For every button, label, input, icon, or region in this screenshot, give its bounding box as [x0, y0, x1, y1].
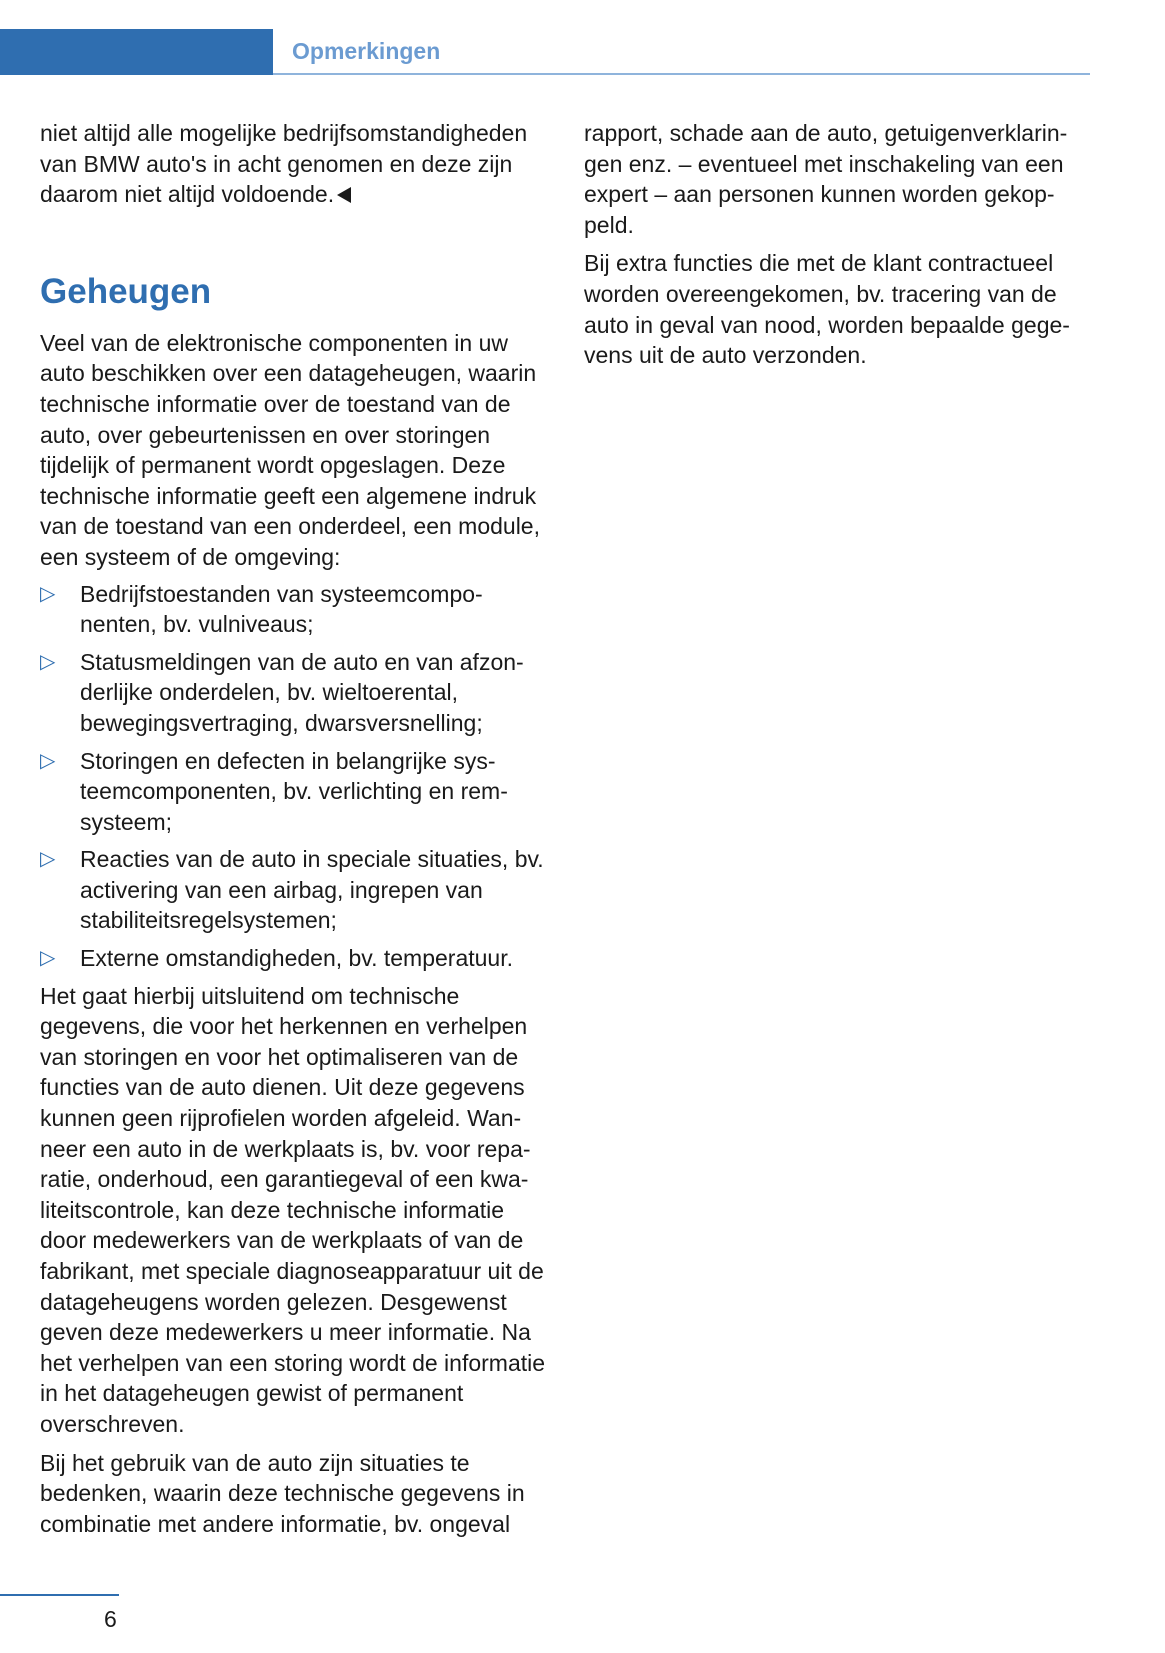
- list-item-text: Bedrijfstoestanden van systeemcomponenten, bv. vulniveaus;: [80, 580, 483, 638]
- list-item: [40, 844, 550, 936]
- bullet-triangle-icon: ▷: [40, 947, 56, 970]
- header-bar: [0, 29, 273, 75]
- paragraph-3: Bij het gebruik van de auto zijn situaties te bedenken, waarin deze technische gegevens in combinatie met andere informatie, bv. ongeval: [40, 1449, 525, 1537]
- intro-text: niet altijd alle mogelijke bedrijfsomstandigheden van BMW auto's in acht genomen en deze zijn daarom niet altijd voldoende.: [40, 120, 528, 208]
- list-item-text: Statusmeldingen van de auto en van afzonderlijke onderdelen, bv. wieltoerental, bewegingsvertraging, dwarsversnelling;: [80, 648, 524, 736]
- list-item: [40, 746, 550, 838]
- right-column: [584, 118, 1094, 379]
- bullet-triangle-icon: ▷: [40, 650, 56, 673]
- page-number: 6: [104, 1606, 117, 1632]
- list-item-text: Storingen en defecten in belangrijke systeemcomponenten, bv. verlichting en remsysteem;: [80, 747, 508, 835]
- paragraph-continuation: rapport, schade aan de auto, getuigenverklaringen enz. – eventueel met inschakeling van een expert – aan personen kunnen worden gekoppeld.: [584, 120, 1068, 238]
- paragraph-1: Veel van de elektronische componenten in uw auto beschikken over een datageheugen, waarin technische informatie over de toestand van de auto, over gebeurtenissen en over storingen tijdelijk of permanent wordt opgeslagen. Deze technische informatie geeft een algemene indruk van de toestand van een onderdeel, een module, een systeem of de omgeving:: [40, 329, 540, 570]
- list-item-text: Reacties van de auto in speciale situaties, bv. activering van een airbag, ingrepen van stabiliteitsregelsystemen;: [80, 846, 544, 934]
- section-heading: Geheugen: [40, 271, 212, 311]
- header-rule: [273, 73, 1090, 75]
- list-item: [40, 579, 550, 640]
- paragraph-2: Het gaat hierbij uitsluitend om technische gegevens, die voor het herkennen en verhelpen van storingen en voor het optimaliseren van de functies van de auto dienen. Uit deze gegevens kunnen geen rijprofielen worden afgeleid. Wanneer een auto in de werkplaats is, bv. voor reparatie, onderhoud, een garantiegeval of een kwaliteitscontrole, kan deze technische informatie door medewerkers van de werkplaats of van de fabrikant, met speciale diagnoseapparatuur uit de datageheugens worden gelezen. Desgewenst geven deze medewerkers u meer informatie. Na het verhelpen van een storing wordt de informatie in het datageheugen gewist of permanent overschreven.: [40, 982, 546, 1437]
- list-item: [40, 647, 550, 739]
- header-title: Opmerkingen: [292, 38, 441, 64]
- bullet-triangle-icon: ▷: [40, 749, 56, 772]
- paragraph-extra-functions: Bij extra functies die met de klant contractueel worden overeengekomen, bv. tracering van de auto in geval van nood, worden bepaalde gegevens uit de auto verzonden.: [584, 250, 1070, 369]
- end-mark-icon: [337, 187, 351, 203]
- list-item: [40, 943, 550, 974]
- left-column: [40, 118, 550, 1547]
- bullet-list: [40, 579, 550, 974]
- intro-paragraph: [40, 118, 550, 210]
- bullet-triangle-icon: ▷: [40, 848, 56, 871]
- bullet-triangle-icon: ▷: [40, 582, 56, 605]
- list-item-text: Externe omstandigheden, bv. temperatuur.: [80, 945, 514, 972]
- footer-rule: [0, 1594, 119, 1596]
